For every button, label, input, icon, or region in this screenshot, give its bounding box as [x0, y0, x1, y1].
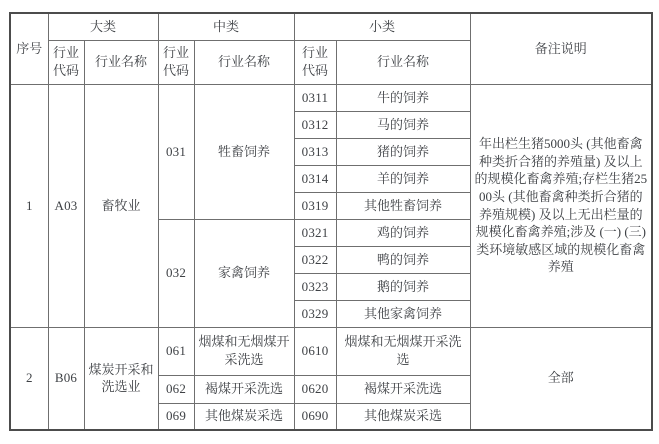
- minor-name-cell: 牛的饲养: [336, 84, 470, 111]
- minor-name-cell: 鹅的饲养: [336, 273, 470, 300]
- minor-code-cell: 0321: [294, 219, 336, 246]
- minor-code-cell: 0329: [294, 300, 336, 327]
- minor-name-cell: 其他牲畜饲养: [336, 192, 470, 219]
- middle-name-cell: 牲畜饲养: [194, 84, 294, 219]
- middle-code-cell: 069: [158, 403, 194, 430]
- serial-cell: 1: [10, 84, 48, 327]
- remark-cell: 年出栏生猪5000头 (其他畜禽种类折合猪的养殖量) 及以上的规模化畜禽养殖;存栏生猪2500头 (其他畜禽种类折合猪的养殖规模) 及以上无出栏量的规模化畜禽养殖;涉及 (一) (三) 类环境敏感区域的规模化畜禽养殖: [470, 84, 652, 327]
- middle-code-cell: 062: [158, 375, 194, 403]
- remark-cell: 全部: [470, 327, 652, 430]
- major-code-cell: B06: [48, 327, 84, 430]
- industry-classification-table: [9, 12, 653, 431]
- header-middle-industry-code: 行业代码: [158, 40, 194, 84]
- minor-code-cell: 0690: [294, 403, 336, 430]
- middle-code-cell: 061: [158, 327, 194, 375]
- serial-cell: 2: [10, 327, 48, 430]
- minor-name-cell: 褐煤开采洗选: [336, 375, 470, 403]
- header-middle-industry-name: 行业名称: [194, 40, 294, 84]
- minor-code-cell: 0322: [294, 246, 336, 273]
- middle-code-cell: 032: [158, 219, 194, 327]
- minor-code-cell: 0620: [294, 375, 336, 403]
- minor-name-cell: 羊的饲养: [336, 165, 470, 192]
- minor-name-cell: 其他煤炭采选: [336, 403, 470, 430]
- header-serial-number: 序号: [10, 13, 48, 84]
- minor-name-cell: 鸭的饲养: [336, 246, 470, 273]
- minor-code-cell: 0312: [294, 111, 336, 138]
- header-major-industry-code: 行业代码: [48, 40, 84, 84]
- minor-code-cell: 0311: [294, 84, 336, 111]
- major-name-cell: 煤炭开采和洗选业: [84, 327, 158, 430]
- header-minor-category: 小类: [294, 13, 470, 40]
- minor-code-cell: 0313: [294, 138, 336, 165]
- middle-name-cell: 其他煤炭采选: [194, 403, 294, 430]
- major-code-cell: A03: [48, 84, 84, 327]
- minor-name-cell: 烟煤和无烟煤开采洗选: [336, 327, 470, 375]
- middle-code-cell: 031: [158, 84, 194, 219]
- minor-code-cell: 0323: [294, 273, 336, 300]
- minor-name-cell: 猪的饲养: [336, 138, 470, 165]
- minor-name-cell: 马的饲养: [336, 111, 470, 138]
- document-page: [9, 12, 653, 431]
- header-minor-industry-name: 行业名称: [336, 40, 470, 84]
- major-name-cell: 畜牧业: [84, 84, 158, 327]
- middle-name-cell: 家禽饲养: [194, 219, 294, 327]
- middle-name-cell: 烟煤和无烟煤开采洗选: [194, 327, 294, 375]
- minor-name-cell: 鸡的饲养: [336, 219, 470, 246]
- minor-name-cell: 其他家禽饲养: [336, 300, 470, 327]
- minor-code-cell: 0314: [294, 165, 336, 192]
- header-major-industry-name: 行业名称: [84, 40, 158, 84]
- header-remarks: 备注说明: [470, 13, 652, 84]
- header-middle-category: 中类: [158, 13, 294, 40]
- header-major-category: 大类: [48, 13, 158, 40]
- minor-code-cell: 0319: [294, 192, 336, 219]
- minor-code-cell: 0610: [294, 327, 336, 375]
- middle-name-cell: 褐煤开采洗选: [194, 375, 294, 403]
- header-minor-industry-code: 行业代码: [294, 40, 336, 84]
